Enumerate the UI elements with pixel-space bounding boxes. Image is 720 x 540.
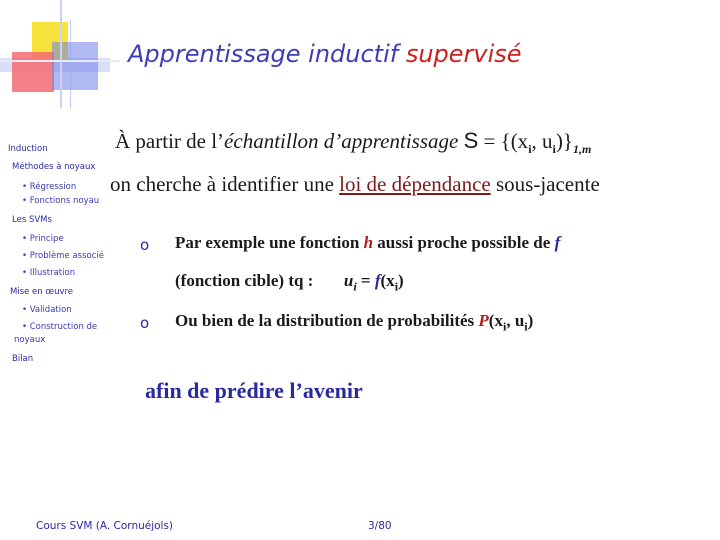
sidebar-item-regression[interactable]: • Régression [22,182,77,192]
b2-text-a: Ou bien de la distribution de probabilités [175,311,479,330]
slide-title [128,40,522,68]
logo-line-vertical [60,0,62,108]
logo-line-vertical-2 [70,20,71,108]
line1-sub-i: i [528,142,532,157]
bullet-2-text [175,311,533,334]
b1-h: h [363,233,374,252]
line2-text-b: sous-jacente [490,172,600,196]
sidebar-item-principe[interactable]: • Principe [22,234,64,244]
b2-P: P [478,311,489,330]
logo-line-horizontal [0,60,120,62]
line2-law: loi de dépendance [339,172,491,196]
b1-eq-sub: i [353,279,357,294]
b1-line2-text: (fonction cible) tq : [175,271,314,290]
sidebar-item-svms[interactable]: Les SVMs [12,215,52,225]
b1-eq-mid: = [356,271,375,290]
b1-eq-close: ) [398,271,404,290]
line1-sub-range: 1,m [572,142,592,157]
bullet-1-line-2 [175,271,404,294]
b2-sub1: i [502,319,507,334]
b1-eq-f: f [374,271,381,290]
b2-text-d: ) [527,311,534,330]
sidebar-item-methodes[interactable]: Méthodes à noyaux [12,162,96,172]
sidebar-item-construction[interactable]: • Construction de [22,322,98,332]
b1-eq-sub2: i [394,279,399,294]
sidebar-item-fonctions-noyau[interactable]: • Fonctions noyau [22,196,100,206]
sidebar-item-illustration[interactable]: • Illustration [22,268,76,278]
logo-square-blue [52,42,98,90]
b1-f: f [554,233,561,252]
b1-eq-x: (x [380,271,395,290]
line1-text-f: )} [555,129,573,153]
sidebar-item-validation[interactable]: • Validation [22,305,72,315]
conclusion-text: afin de prédire l’avenir [145,378,363,403]
sidebar-item-probleme[interactable]: • Problème associé [22,251,104,261]
logo-square-red [12,52,54,92]
bullet-marker-2: o [140,314,150,332]
sidebar-item-bilan[interactable]: Bilan [12,354,34,364]
line2-text-a: on cherche à identifier une [110,172,340,196]
line1-text-a: À partir de l’ [115,129,225,153]
bullet-marker-1: o [140,236,150,254]
intro-line-2 [110,172,600,197]
b2-text-b: (x [488,311,503,330]
intro-line-1 [115,128,591,157]
title-prefix: Apprentissage inductif [128,40,399,68]
footer-page-number: 3/80 [368,520,392,532]
line1-text-d: = {(x [478,129,529,153]
b2-sub2: i [524,319,528,334]
footer-course: Cours SVM (A. Cornuéjols) [36,520,174,532]
line1-sub-i2: i [552,142,556,157]
line1-set-symbol: S [463,128,479,153]
sidebar-item-construction-cont: noyaux [14,335,46,345]
b1-text-a: Par exemple une fonction [175,233,364,252]
b1-text-b: aussi proche possible de [373,233,555,252]
b2-text-c: , u [506,311,525,330]
bullet-1-text [175,233,560,253]
line1-text-e: , u [531,129,553,153]
line1-text-b: échantillon d’apprentissage [224,129,459,153]
sidebar-item-mise-en-oeuvre[interactable]: Mise en œuvre [10,287,74,297]
b1-eq-u: u [343,271,354,290]
sidebar-item-induction[interactable]: Induction [8,144,48,154]
title-accent: supervisé [405,40,522,68]
